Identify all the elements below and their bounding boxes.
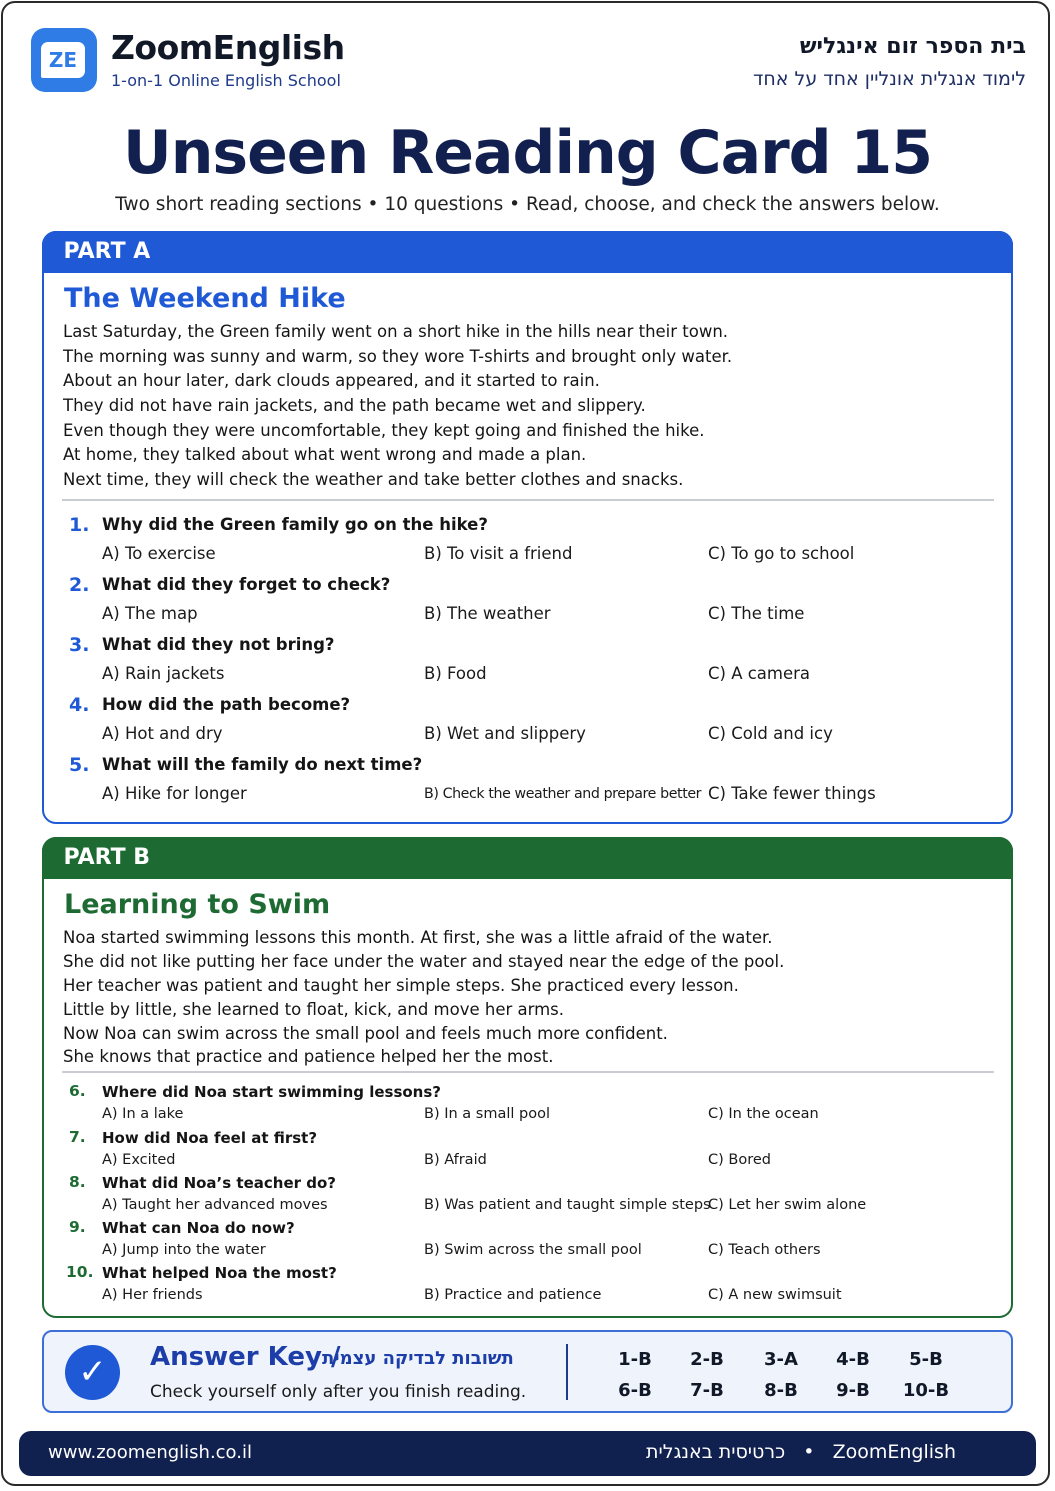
answer-key-title: Answer Key / — [150, 1342, 341, 1372]
answer-item: 7-B — [690, 1380, 724, 1401]
option-b[interactable]: B) Check the weather and prepare better — [424, 786, 702, 802]
question-3 — [44, 634, 1010, 694]
answer-item: 9-B — [836, 1380, 870, 1401]
question-text: Where did Noa start swimming lessons? — [102, 1083, 441, 1101]
question-number: 4. — [69, 694, 90, 716]
part-b-section — [42, 837, 1013, 1318]
option-c[interactable]: C) The time — [708, 604, 805, 623]
question-number: 6. — [69, 1082, 86, 1100]
question-text: What did Noa’s teacher do? — [102, 1174, 336, 1192]
story-line: She did not like putting her face under the water and stayed near the edge of the pool. — [63, 951, 785, 971]
question-text: Why did the Green family go on the hike? — [102, 515, 488, 534]
question-5 — [44, 754, 1010, 814]
question-4 — [44, 694, 1010, 754]
option-c[interactable]: C) Let her swim alone — [708, 1197, 867, 1213]
answer-key-box — [42, 1330, 1013, 1413]
question-number: 8. — [69, 1173, 86, 1191]
footer-bar — [19, 1431, 1036, 1476]
part-b-story — [63, 926, 1003, 1069]
part-b-story-title: Learning to Swim — [64, 889, 331, 920]
story-line: Even though they were uncomfortable, they kept going and finished the hike. — [63, 420, 705, 440]
question-text: What did they forget to check? — [102, 575, 391, 594]
option-c[interactable]: C) To go to school — [708, 544, 855, 563]
question-number: 9. — [69, 1218, 86, 1236]
option-b[interactable]: B) Practice and patience — [424, 1287, 602, 1303]
option-b[interactable]: B) Food — [424, 664, 487, 683]
story-line: Noa started swimming lessons this month. At first, she was a little afraid of the water. — [63, 928, 773, 947]
option-c[interactable]: C) A camera — [708, 664, 811, 683]
question-text: What helped Noa the most? — [102, 1264, 337, 1282]
answer-item: 8-B — [764, 1380, 798, 1401]
part-a-story — [63, 320, 1003, 493]
question-text: What did they not bring? — [102, 635, 335, 654]
footer-hebrew-label: כרטיסית באנגלית — [646, 1441, 786, 1463]
question-10 — [44, 1263, 1010, 1308]
answer-key-divider — [566, 1344, 568, 1400]
story-line: Now Noa can swim across the small pool and feels much more confident. — [63, 1023, 668, 1043]
footer-right — [646, 1441, 956, 1463]
option-b[interactable]: B) Swim across the small pool — [424, 1242, 642, 1258]
part-a-divider — [62, 499, 994, 501]
question-text: What will the family do next time? — [102, 755, 423, 774]
story-line: She knows that practice and patience helped her the most. — [63, 1047, 554, 1067]
answer-item: 4-B — [836, 1349, 870, 1370]
question-1 — [44, 514, 1010, 574]
option-c[interactable]: C) Teach others — [708, 1242, 821, 1258]
option-c[interactable]: C) In the ocean — [708, 1106, 819, 1122]
story-line: The morning was sunny and warm, so they wore T-shirts and brought only water. — [63, 346, 733, 366]
story-line: At home, they talked about what went wrong and made a plan. — [63, 445, 587, 465]
answer-item: 5-B — [909, 1349, 943, 1370]
option-a[interactable]: A) Her friends — [102, 1287, 203, 1303]
question-number: 10. — [66, 1263, 94, 1281]
answer-item: 1-B — [618, 1349, 652, 1370]
option-b[interactable]: B) In a small pool — [424, 1106, 550, 1122]
logo-badge — [31, 28, 97, 92]
option-b[interactable]: B) Wet and slippery — [424, 724, 586, 743]
question-8 — [44, 1173, 1010, 1218]
question-number: 7. — [69, 1128, 86, 1146]
part-b-label: PART B — [42, 837, 1013, 879]
story-line: Next time, they will check the weather and take better clothes and snacks. — [63, 470, 684, 490]
option-a[interactable]: A) Taught her advanced moves — [102, 1197, 328, 1213]
question-6 — [44, 1082, 1010, 1127]
page-title: Unseen Reading Card 15 — [122, 118, 933, 188]
option-a[interactable]: A) Rain jackets — [102, 664, 225, 683]
option-a[interactable]: A) To exercise — [102, 544, 216, 563]
brand-tagline: 1-on-1 Online English School — [111, 71, 341, 90]
option-b[interactable]: B) The weather — [424, 604, 551, 623]
hebrew-school-name: בית הספר זום אינגליש — [799, 34, 1026, 59]
option-c[interactable]: C) A new swimsuit — [708, 1287, 842, 1303]
answer-item: 3-A — [764, 1349, 798, 1370]
option-c[interactable]: C) Take fewer things — [708, 784, 876, 803]
page-subtitle: Two short reading sections • 10 questions • Read, choose, and check the answers below. — [115, 194, 940, 215]
question-text: What can Noa do now? — [102, 1219, 295, 1237]
question-2 — [44, 574, 1010, 634]
part-a-label: PART A — [42, 231, 1013, 273]
option-a[interactable]: A) In a lake — [102, 1106, 184, 1122]
question-9 — [44, 1218, 1010, 1263]
story-line: About an hour later, dark clouds appeared, and it started to rain. — [63, 371, 600, 391]
answer-key-note: Check yourself only after you finish reading. — [150, 1382, 527, 1402]
option-a[interactable]: A) Hot and dry — [102, 724, 223, 743]
check-circle-icon: ✓ — [65, 1345, 120, 1400]
footer-url[interactable]: www.zoomenglish.co.il — [48, 1442, 252, 1463]
answer-item: 10-B — [902, 1380, 950, 1401]
brand-name: ZoomEnglish — [111, 28, 345, 67]
question-7 — [44, 1128, 1010, 1173]
question-number: 5. — [69, 754, 90, 776]
option-a[interactable]: A) Jump into the water — [102, 1242, 266, 1258]
question-number: 1. — [69, 514, 90, 536]
part-a-story-title: The Weekend Hike — [64, 283, 346, 314]
option-c[interactable]: C) Cold and icy — [708, 724, 833, 743]
hebrew-tagline: לימוד אנגלית אונליין אחד על אחד — [753, 68, 1026, 90]
story-line: They did not have rain jackets, and the path became wet and slippery. — [63, 396, 646, 416]
logo-text: ZE — [41, 42, 85, 78]
answer-item: 2-B — [690, 1349, 724, 1370]
footer-separator: • — [803, 1441, 815, 1463]
question-text: How did the path become? — [102, 695, 351, 714]
story-line: Little by little, she learned to float, kick, and move her arms. — [63, 999, 565, 1019]
option-b[interactable]: B) Was patient and taught simple steps — [424, 1197, 711, 1213]
story-line: Her teacher was patient and taught her simple steps. She practiced every lesson. — [63, 975, 739, 995]
question-text: How did Noa feel at first? — [102, 1129, 318, 1147]
option-c[interactable]: C) Bored — [708, 1152, 771, 1168]
answer-item: 6-B — [618, 1380, 652, 1401]
part-b-divider — [62, 1071, 994, 1073]
story-line: Last Saturday, the Green family went on a short hike in the hills near their town. — [63, 322, 729, 341]
option-a[interactable]: A) Hike for longer — [102, 784, 247, 803]
answer-key-hebrew-title: תשובות לבדיקה עצמית — [322, 1348, 514, 1369]
option-a[interactable]: A) Excited — [102, 1152, 176, 1168]
option-a[interactable]: A) The map — [102, 604, 198, 623]
question-number: 2. — [69, 574, 90, 596]
footer-brand: ZoomEnglish — [832, 1441, 956, 1463]
option-b[interactable]: B) To visit a friend — [424, 544, 573, 563]
part-a-section — [42, 231, 1013, 824]
question-number: 3. — [69, 634, 90, 656]
option-b[interactable]: B) Afraid — [424, 1152, 487, 1168]
